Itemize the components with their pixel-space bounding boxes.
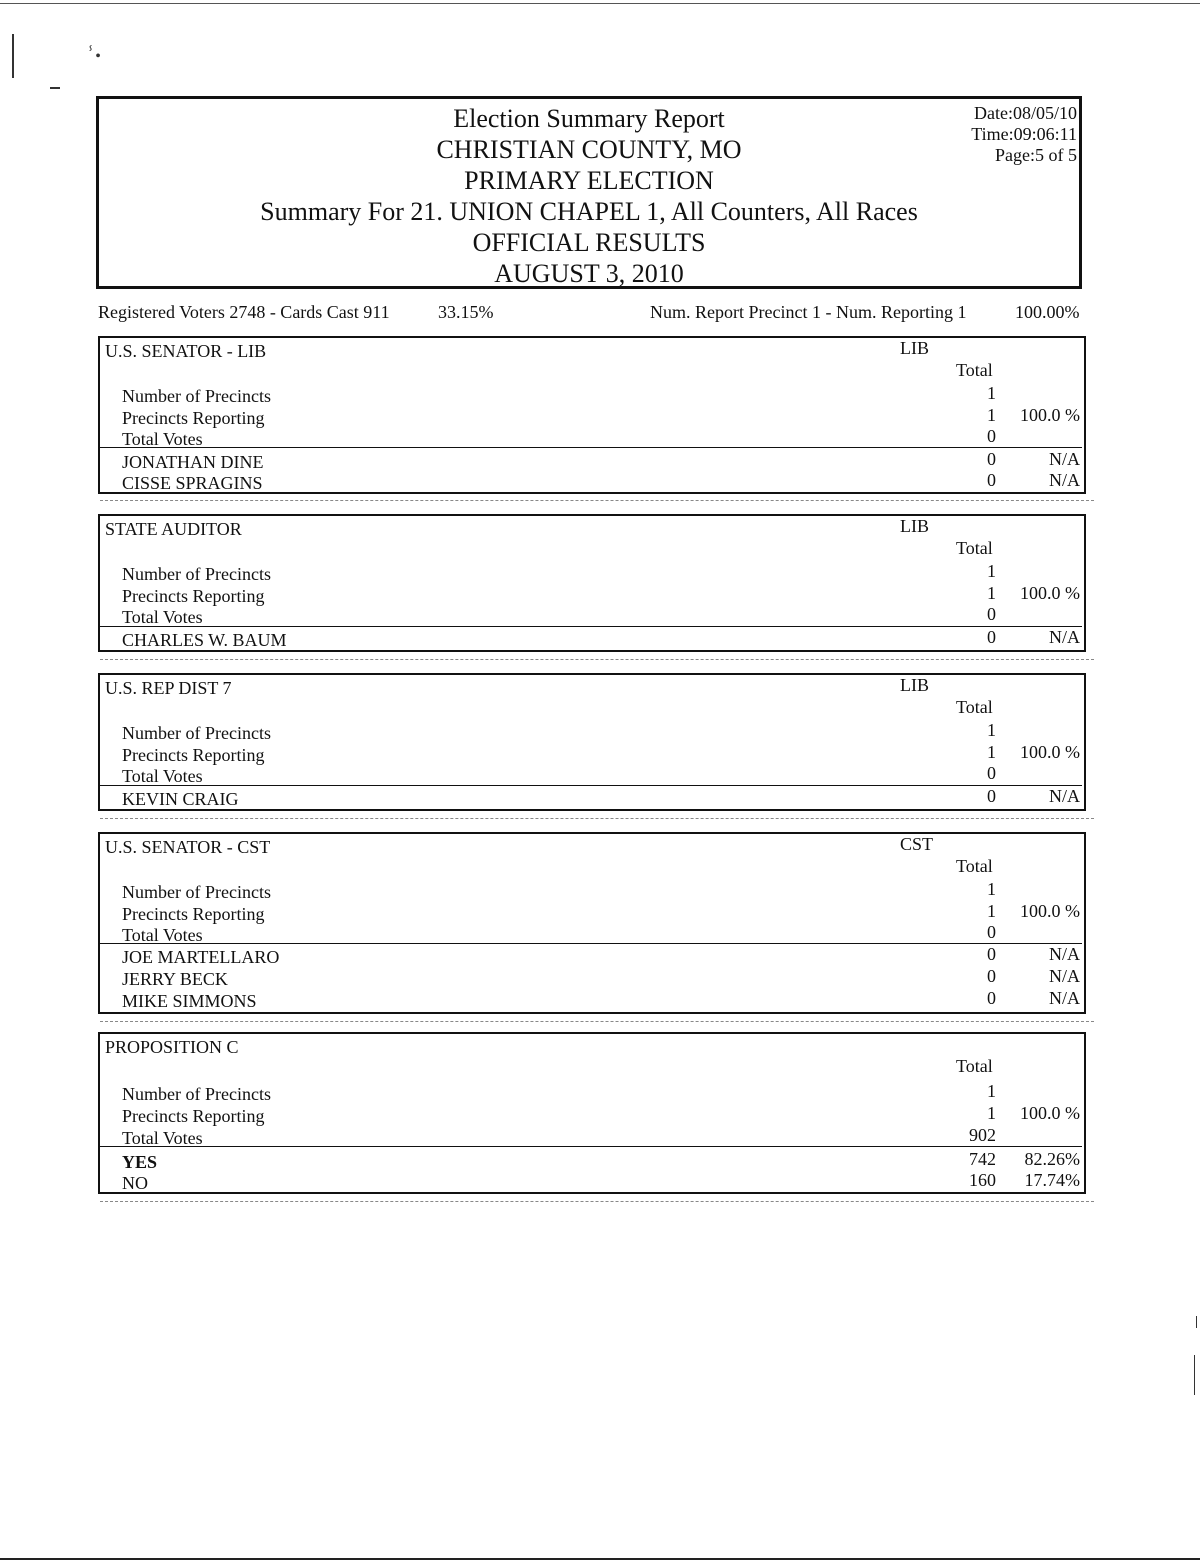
candidate-name: JOE MARTELLARO: [122, 947, 280, 967]
stat-label: Total Votes: [122, 1128, 203, 1148]
candidate-percent: N/A: [1049, 966, 1080, 986]
county-name: CHRISTIAN COUNTY, MO: [436, 135, 742, 164]
candidate-votes: 0: [987, 988, 996, 1008]
scan-artifact-line: [100, 1201, 1094, 1202]
candidate-name: KEVIN CRAIG: [122, 789, 239, 809]
candidate-votes: 0: [987, 944, 996, 964]
scan-artifact-line: [100, 1021, 1094, 1022]
race-title: U.S. REP DIST 7: [105, 678, 232, 698]
party-label: LIB: [900, 516, 929, 536]
results-status: OFFICIAL RESULTS: [472, 228, 706, 257]
candidate-percent: N/A: [1049, 627, 1080, 647]
election-name: PRIMARY ELECTION: [464, 166, 714, 195]
stat-row: [122, 901, 1084, 926]
stat-label: Precincts Reporting: [122, 408, 265, 428]
stat-value: 1: [987, 879, 996, 899]
stat-value: 1: [987, 720, 996, 740]
race-title: U.S. SENATOR - LIB: [105, 341, 267, 361]
stat-value: 1: [987, 405, 996, 425]
candidate-row: [122, 627, 1084, 652]
margin-mark: [1194, 1355, 1195, 1395]
stat-row: [122, 742, 1084, 767]
stat-label: Number of Precincts: [122, 1084, 271, 1104]
margin-mark: [12, 34, 14, 78]
stat-row: [122, 561, 1084, 586]
candidate-row: [122, 1149, 1084, 1174]
stat-label: Total Votes: [122, 925, 203, 945]
precinct-reporting: Num. Report Precinct 1 - Num. Reporting 1: [650, 302, 967, 322]
stat-row: [122, 879, 1084, 904]
section-divider: [100, 785, 1082, 786]
stat-label: Total Votes: [122, 429, 203, 449]
candidate-votes: 742: [969, 1149, 996, 1169]
stat-row: [122, 405, 1084, 430]
reporting-percent: 100.00%: [1015, 302, 1080, 322]
report-time: Time:09:06:11: [971, 124, 1077, 144]
report-header: [96, 96, 1082, 289]
candidate-percent: N/A: [1049, 988, 1080, 1008]
stat-value: 1: [987, 1103, 996, 1123]
candidate-name: JONATHAN DINE: [122, 452, 264, 472]
stat-percent: 100.0 %: [1020, 742, 1080, 762]
section-divider: [100, 943, 1082, 944]
stat-value: 0: [987, 426, 996, 446]
stat-percent: 100.0 %: [1020, 583, 1080, 603]
scan-artifact-line: [100, 500, 1094, 501]
race-box: [98, 514, 1086, 652]
stat-label: Number of Precincts: [122, 564, 271, 584]
candidate-votes: 0: [987, 966, 996, 986]
margin-mark: [50, 87, 60, 89]
stat-value: 902: [969, 1125, 996, 1145]
candidate-name: CISSE SPRAGINS: [122, 473, 263, 493]
report-date: Date:08/05/10: [974, 103, 1077, 123]
scan-artifact-line: [100, 659, 1094, 660]
stat-value: 1: [987, 742, 996, 762]
candidate-percent: N/A: [1049, 470, 1080, 490]
page-number: Page:5 of 5: [995, 145, 1077, 165]
total-header: Total: [956, 856, 993, 876]
candidate-votes: 0: [987, 470, 996, 490]
candidate-name: YES: [122, 1152, 158, 1172]
summary-for: Summary For 21. UNION CHAPEL 1, All Counters, All Races: [260, 197, 918, 226]
stat-value: 1: [987, 1081, 996, 1101]
page-bottom-edge: [0, 1558, 1200, 1560]
total-header: Total: [956, 697, 993, 717]
candidate-name: NO: [122, 1173, 148, 1193]
total-header: Total: [956, 360, 993, 380]
stat-label: Precincts Reporting: [122, 904, 265, 924]
header-title-block: [99, 103, 1079, 289]
stat-value: 1: [987, 383, 996, 403]
registered-voters: Registered Voters 2748 - Cards Cast 911: [98, 302, 390, 322]
candidate-row: [122, 786, 1084, 811]
candidate-votes: 0: [987, 627, 996, 647]
candidate-name: JERRY BECK: [122, 969, 228, 989]
section-divider: [100, 1146, 1082, 1147]
margin-mark: [1196, 1316, 1197, 1328]
race-title: U.S. SENATOR - CST: [105, 837, 271, 857]
stat-row: [122, 383, 1084, 408]
scan-artifact-line: [100, 818, 1094, 819]
stat-value: 0: [987, 604, 996, 624]
candidate-votes: 0: [987, 449, 996, 469]
turnout-percent: 33.15%: [438, 302, 494, 322]
party-label: LIB: [900, 338, 929, 358]
stat-value: 1: [987, 561, 996, 581]
election-date: AUGUST 3, 2010: [494, 259, 684, 288]
stat-percent: 100.0 %: [1020, 901, 1080, 921]
race-box: [98, 336, 1086, 494]
header-meta: [971, 103, 1077, 166]
stat-value: 1: [987, 901, 996, 921]
candidate-votes: 160: [969, 1170, 996, 1190]
section-divider: [100, 626, 1082, 627]
stat-row: [122, 720, 1084, 745]
party-label: CST: [900, 834, 934, 854]
candidate-row: [122, 988, 1084, 1013]
race-title: PROPOSITION C: [105, 1037, 239, 1057]
stat-value: 0: [987, 922, 996, 942]
stat-percent: 100.0 %: [1020, 1103, 1080, 1123]
race-box: [98, 832, 1086, 1014]
report-title: Election Summary Report: [453, 104, 725, 133]
party-label: LIB: [900, 675, 929, 695]
candidate-row: [122, 966, 1084, 991]
stat-label: Number of Precincts: [122, 386, 271, 406]
race-box: [98, 1032, 1086, 1194]
candidate-row: [122, 449, 1084, 474]
candidate-percent: N/A: [1049, 944, 1080, 964]
page-top-edge: [0, 3, 1200, 4]
race-box: [98, 673, 1086, 811]
candidate-row: [122, 1170, 1084, 1195]
candidate-percent: N/A: [1049, 449, 1080, 469]
stat-label: Precincts Reporting: [122, 745, 265, 765]
candidate-row: [122, 944, 1084, 969]
total-header: Total: [956, 1056, 993, 1076]
stat-row: [122, 583, 1084, 608]
candidate-row: [122, 470, 1084, 495]
stat-row: [122, 1081, 1084, 1106]
candidate-percent: 17.74%: [1024, 1170, 1080, 1190]
stat-label: Total Votes: [122, 766, 203, 786]
stat-value: 1: [987, 583, 996, 603]
total-header: Total: [956, 538, 993, 558]
candidate-votes: 0: [987, 786, 996, 806]
race-title: STATE AUDITOR: [105, 519, 242, 539]
section-divider: [100, 447, 1082, 448]
pen-scribble: ⸯ•: [86, 48, 101, 65]
candidate-name: CHARLES W. BAUM: [122, 630, 287, 650]
stat-label: Total Votes: [122, 607, 203, 627]
stat-label: Number of Precincts: [122, 882, 271, 902]
candidate-name: MIKE SIMMONS: [122, 991, 257, 1011]
stat-label: Precincts Reporting: [122, 586, 265, 606]
stat-value: 0: [987, 763, 996, 783]
stat-label: Number of Precincts: [122, 723, 271, 743]
stat-label: Precincts Reporting: [122, 1106, 265, 1126]
stat-row: [122, 1103, 1084, 1128]
stat-percent: 100.0 %: [1020, 405, 1080, 425]
candidate-percent: N/A: [1049, 786, 1080, 806]
candidate-percent: 82.26%: [1024, 1149, 1080, 1169]
